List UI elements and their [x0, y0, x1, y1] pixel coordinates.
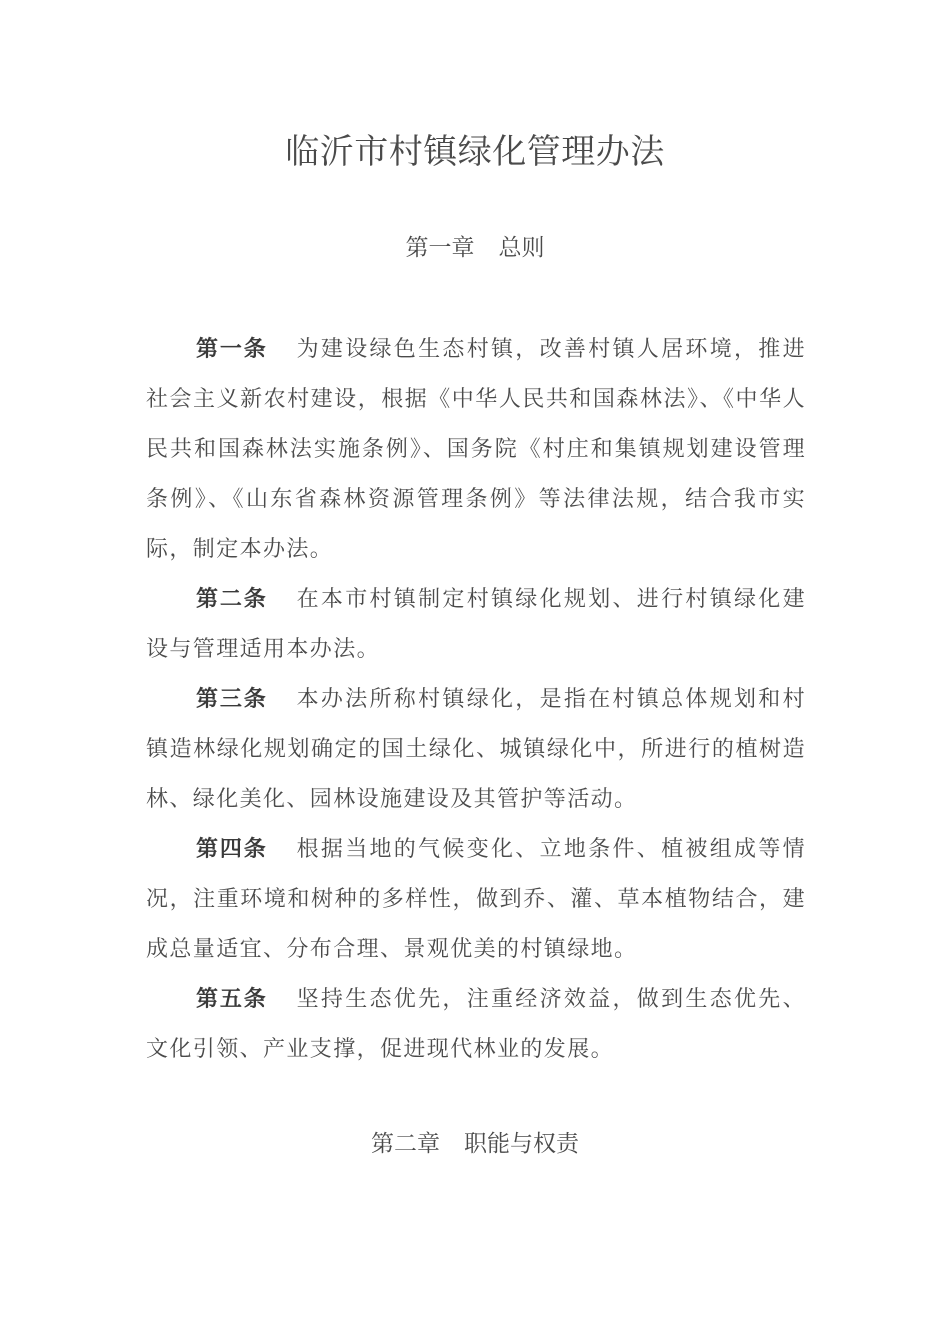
chapter-number: 第一章 — [405, 235, 475, 261]
article-label: 第二条 — [196, 587, 268, 612]
article-label: 第三条 — [196, 687, 268, 712]
article-paragraph — [146, 325, 806, 575]
article-text: 坚持生态优先，注重经济效益，做到生态优先、文化引领、产业支撑，促进现代林业的发展。 — [146, 987, 806, 1062]
article-text: 为建设绿色生态村镇，改善村镇人居环境，推进社会主义新农村建设，根据《中华人民共和国森林法》、《中华人民共和国森林法实施条例》、国务院《村庄和集镇规划建设管理条例》、《山东省森林资源管理条例》等法律法规，结合我市实际，制定本办法。 — [146, 337, 806, 562]
article-label: 第一条 — [196, 337, 268, 362]
chapter-name: 总则 — [498, 235, 545, 261]
article-paragraph — [146, 975, 806, 1075]
article-paragraph — [146, 675, 806, 825]
article-paragraph — [146, 575, 806, 675]
article-text: 本办法所称村镇绿化，是指在村镇总体规划和村镇造林绿化规划确定的国土绿化、城镇绿化中，所进行的植树造林、绿化美化、园林设施建设及其管护等活动。 — [146, 687, 806, 812]
chapter-number: 第二章 — [371, 1131, 440, 1157]
article-label: 第五条 — [196, 987, 268, 1012]
chapter-heading — [0, 231, 950, 265]
chapter-heading — [0, 1127, 950, 1161]
chapter-name: 职能与权责 — [464, 1131, 579, 1157]
document-title: 临沂市村镇绿化管理办法 — [285, 132, 665, 172]
article-text: 在本市村镇制定村镇绿化规划、进行村镇绿化建设与管理适用本办法。 — [146, 587, 806, 662]
article-paragraph — [146, 825, 806, 975]
chapter-body — [146, 325, 806, 1075]
article-label: 第四条 — [196, 837, 268, 862]
article-text: 根据当地的气候变化、立地条件、植被组成等情况，注重环境和树种的多样性，做到乔、灌、草本植物结合，建成总量适宜、分布合理、景观优美的村镇绿地。 — [146, 837, 806, 962]
